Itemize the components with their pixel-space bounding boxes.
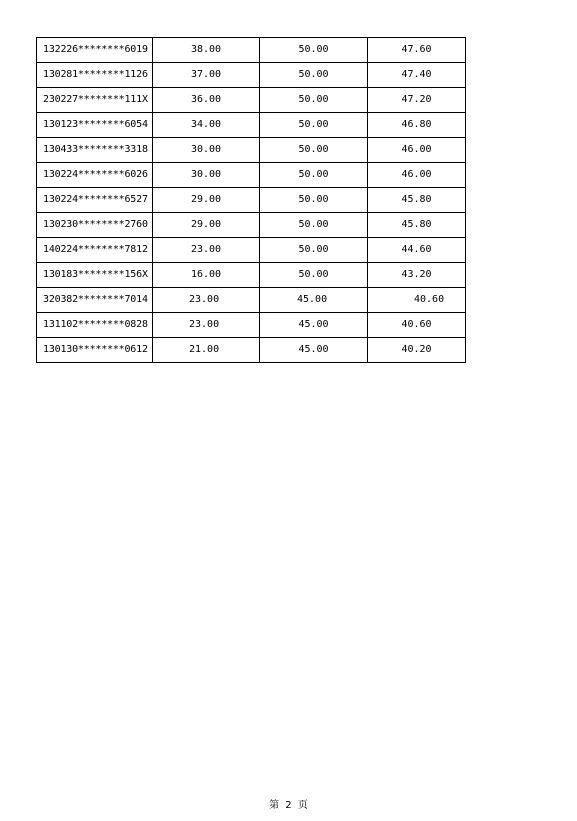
score-total-cell: 40.60 bbox=[368, 288, 466, 313]
id-cell: 130183********156X bbox=[37, 263, 153, 288]
table-row bbox=[37, 338, 466, 363]
score-b-cell: 50.00 bbox=[260, 63, 368, 88]
table-row bbox=[37, 113, 466, 138]
table-row bbox=[37, 213, 466, 238]
score-b-cell: 50.00 bbox=[260, 263, 368, 288]
id-cell: 130130********0612 bbox=[37, 338, 153, 363]
score-a-cell: 30.00 bbox=[153, 163, 260, 188]
score-a-cell: 38.00 bbox=[153, 38, 260, 63]
id-cell: 130123********6054 bbox=[37, 113, 153, 138]
score-b-cell: 45.00 bbox=[260, 288, 368, 313]
id-cell: 131102********0828 bbox=[37, 313, 153, 338]
score-b-cell: 45.00 bbox=[260, 338, 368, 363]
table-row bbox=[37, 88, 466, 113]
id-cell: 130224********6026 bbox=[37, 163, 153, 188]
page-number: 第 2 页 bbox=[269, 800, 308, 811]
table-row bbox=[37, 63, 466, 88]
score-total-cell: 46.00 bbox=[368, 138, 466, 163]
table-row bbox=[37, 313, 466, 338]
score-total-cell: 45.80 bbox=[368, 188, 466, 213]
score-total-cell: 47.20 bbox=[368, 88, 466, 113]
score-total-cell: 47.60 bbox=[368, 38, 466, 63]
score-total-cell: 46.80 bbox=[368, 113, 466, 138]
score-a-cell: 29.00 bbox=[153, 213, 260, 238]
score-a-cell: 23.00 bbox=[153, 288, 260, 313]
score-b-cell: 50.00 bbox=[260, 188, 368, 213]
score-total-cell: 43.20 bbox=[368, 263, 466, 288]
score-a-cell: 36.00 bbox=[153, 88, 260, 113]
score-a-cell: 23.00 bbox=[153, 238, 260, 263]
table-row bbox=[37, 138, 466, 163]
score-a-cell: 29.00 bbox=[153, 188, 260, 213]
id-cell: 130230********2760 bbox=[37, 213, 153, 238]
id-cell: 130281********1126 bbox=[37, 63, 153, 88]
score-b-cell: 50.00 bbox=[260, 88, 368, 113]
table-row bbox=[37, 263, 466, 288]
score-b-cell: 50.00 bbox=[260, 213, 368, 238]
score-table bbox=[36, 37, 466, 363]
table-row bbox=[37, 288, 466, 313]
id-cell: 320382********7014 bbox=[37, 288, 153, 313]
score-a-cell: 30.00 bbox=[153, 138, 260, 163]
score-b-cell: 50.00 bbox=[260, 138, 368, 163]
score-a-cell: 16.00 bbox=[153, 263, 260, 288]
score-total-cell: 44.60 bbox=[368, 238, 466, 263]
score-total-cell: 40.60 bbox=[368, 313, 466, 338]
id-cell: 140224********7812 bbox=[37, 238, 153, 263]
table-row bbox=[37, 163, 466, 188]
id-cell: 132226********6019 bbox=[37, 38, 153, 63]
table-row bbox=[37, 38, 466, 63]
score-total-cell: 45.80 bbox=[368, 213, 466, 238]
score-a-cell: 37.00 bbox=[153, 63, 260, 88]
score-total-cell: 46.00 bbox=[368, 163, 466, 188]
score-b-cell: 50.00 bbox=[260, 113, 368, 138]
score-a-cell: 23.00 bbox=[153, 313, 260, 338]
table-row bbox=[37, 188, 466, 213]
score-b-cell: 50.00 bbox=[260, 38, 368, 63]
score-b-cell: 45.00 bbox=[260, 313, 368, 338]
id-cell: 130224********6527 bbox=[37, 188, 153, 213]
score-total-cell: 47.40 bbox=[368, 63, 466, 88]
score-total-cell: 40.20 bbox=[368, 338, 466, 363]
score-a-cell: 34.00 bbox=[153, 113, 260, 138]
table-row bbox=[37, 238, 466, 263]
score-a-cell: 21.00 bbox=[153, 338, 260, 363]
score-b-cell: 50.00 bbox=[260, 238, 368, 263]
score-b-cell: 50.00 bbox=[260, 163, 368, 188]
id-cell: 230227********111X bbox=[37, 88, 153, 113]
id-cell: 130433********3318 bbox=[37, 138, 153, 163]
